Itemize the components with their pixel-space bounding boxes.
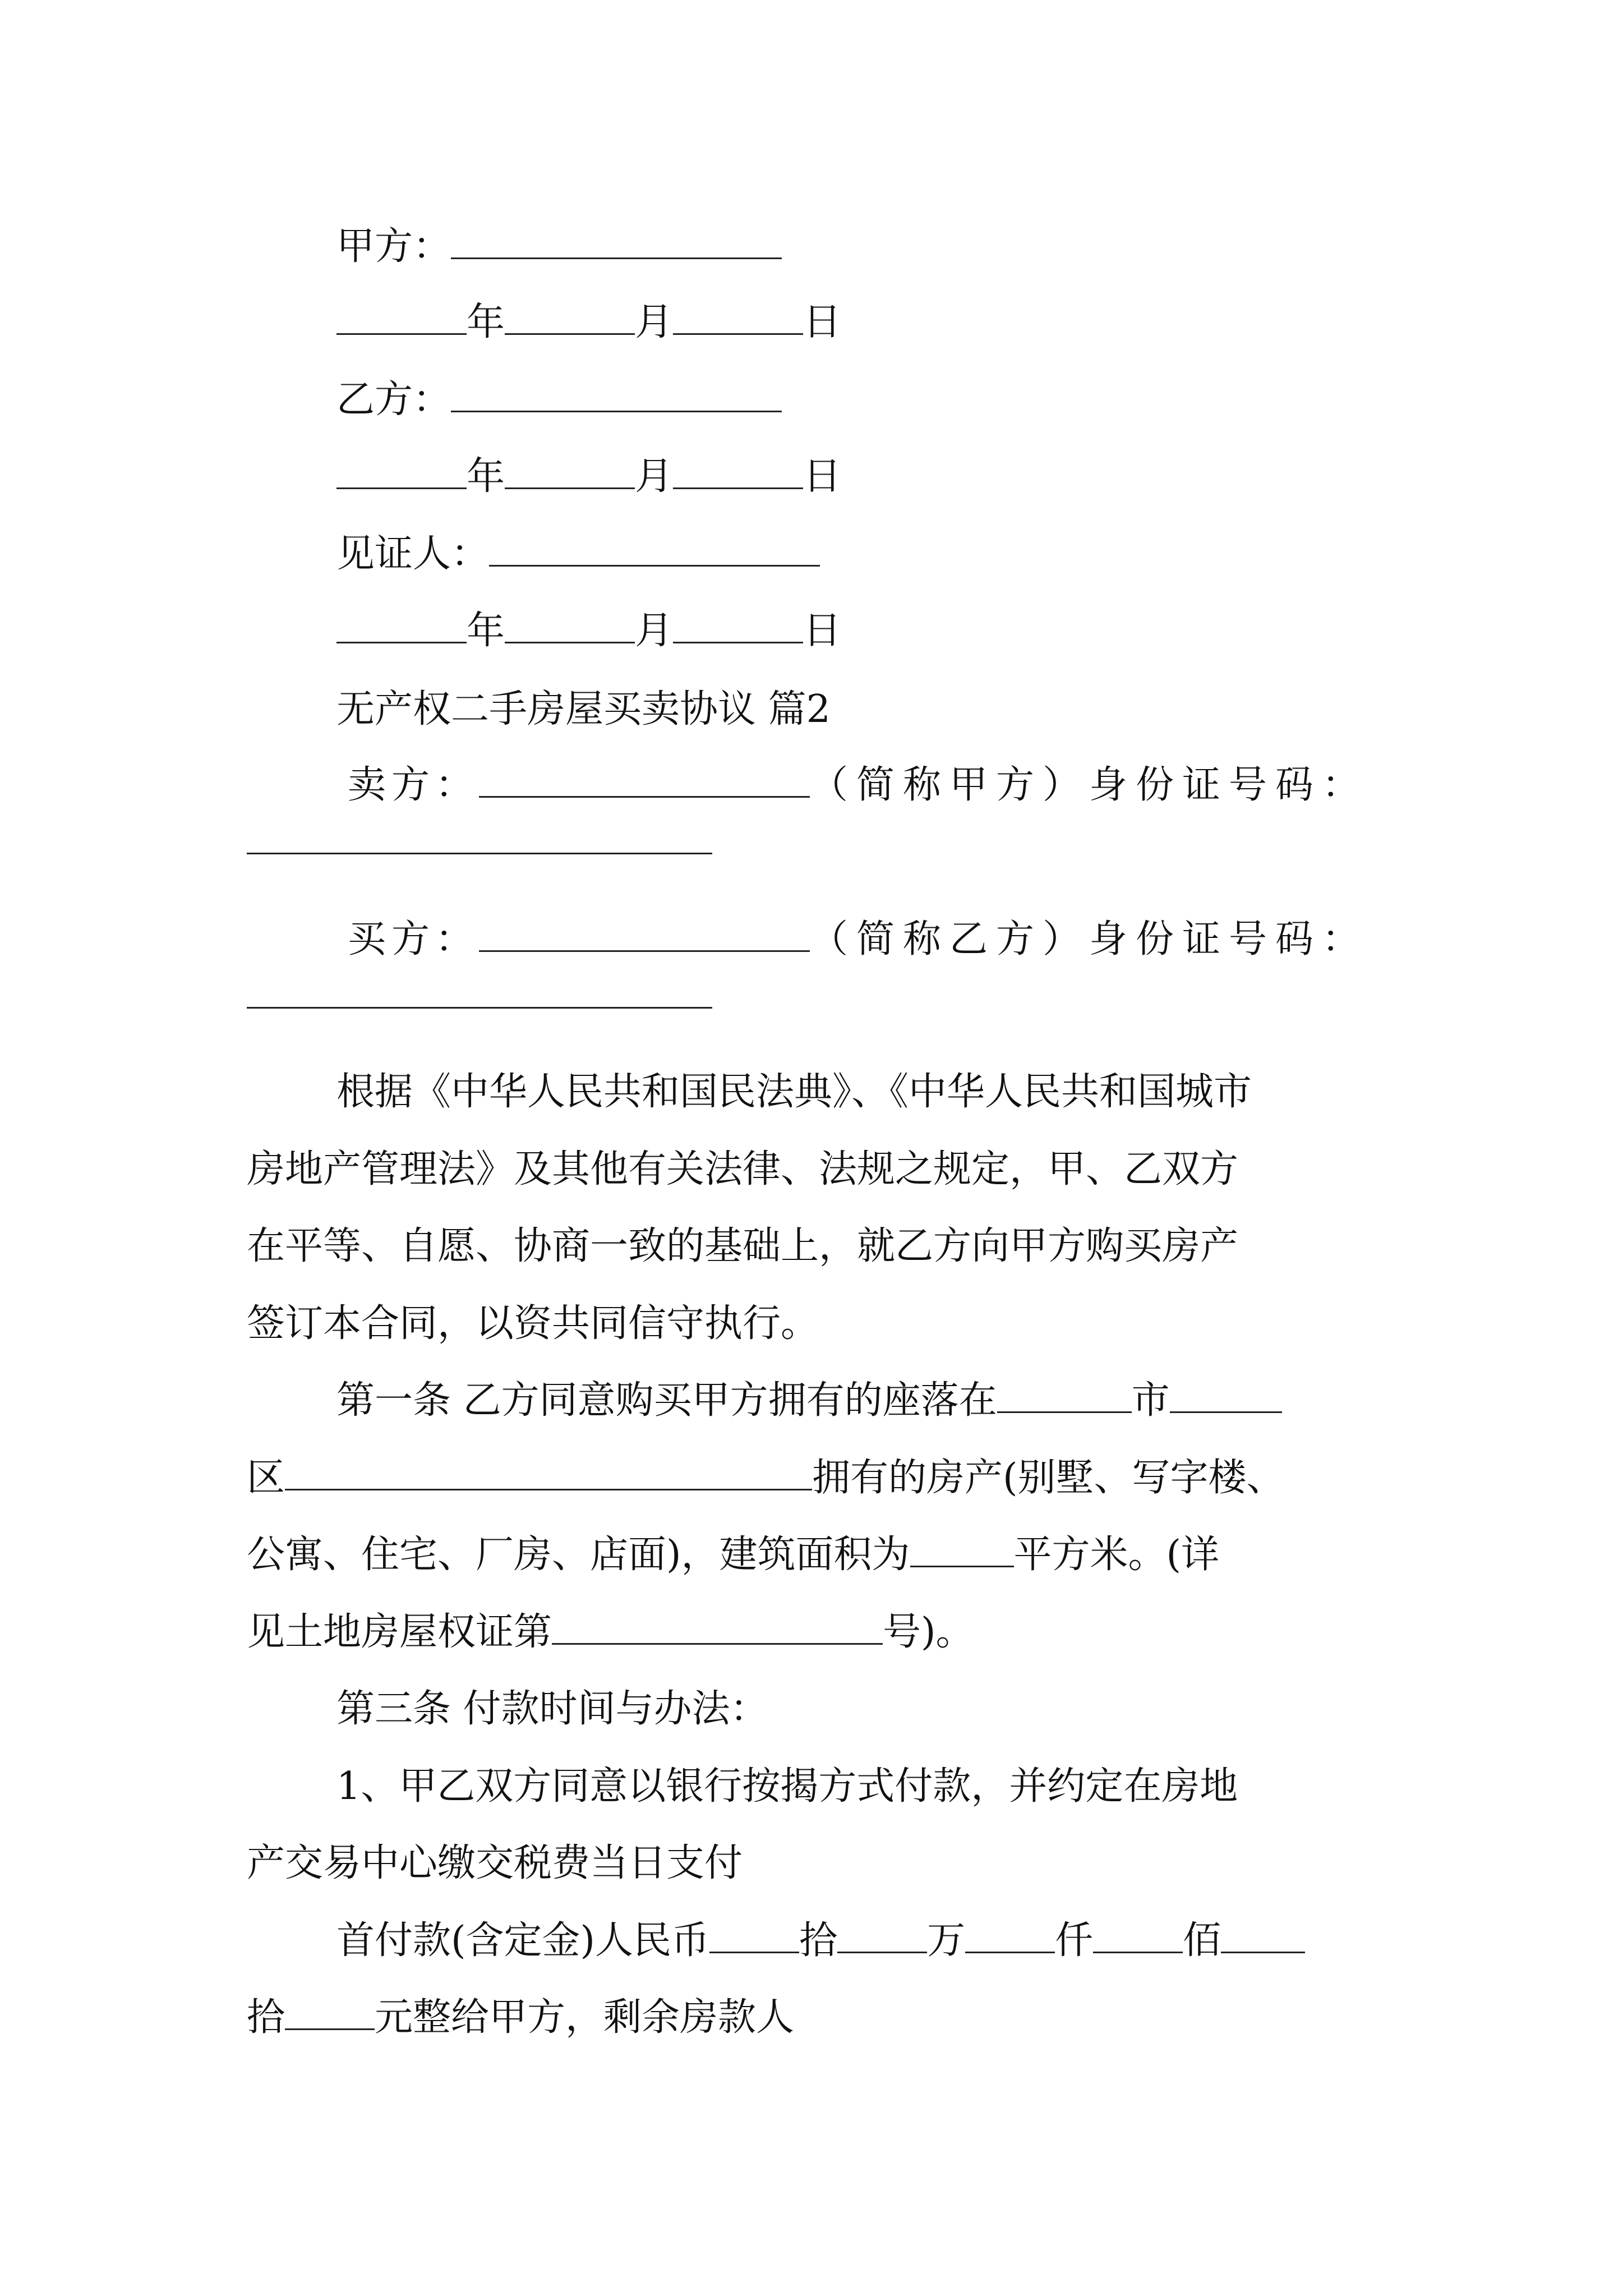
- seller-abbr-label: （简称甲方）身份证号码：: [810, 763, 1369, 807]
- witness-date-line: [336, 603, 841, 659]
- year-blank[interactable]: [336, 301, 467, 335]
- area-blank[interactable]: [910, 1533, 1014, 1567]
- buyer-name-blank[interactable]: [479, 918, 810, 952]
- party-b-label: 乙方：: [336, 378, 451, 422]
- property-type-text: 拥有的房产(别墅、写字楼、: [812, 1456, 1285, 1500]
- preamble-line-4: 签订本合同，以资共同信守执行。: [247, 1301, 819, 1346]
- party-b-signature-line: [336, 372, 782, 428]
- day-blank[interactable]: [673, 609, 803, 643]
- preamble-line-1: 根据《中华人民共和国民法典》、《中华人民共和国城市: [336, 1070, 1252, 1114]
- witness-label: 见证人：: [336, 532, 490, 576]
- year-blank[interactable]: [336, 609, 467, 643]
- witness-signature-line: [336, 526, 820, 582]
- year-label: 年: [467, 609, 505, 653]
- party-a-blank[interactable]: [451, 225, 782, 259]
- article3-item1-line-1: 1、甲乙双方同意以银行按揭方式付款，并约定在房地: [336, 1764, 1238, 1809]
- section-title: 无产权二手房屋买卖协议 篇2: [336, 687, 831, 731]
- certificate-text: 见土地房屋权证第: [247, 1610, 552, 1654]
- area-unit-text: 平方米。(详: [1013, 1533, 1220, 1577]
- unit-shi: 拾: [799, 1918, 838, 1963]
- down-payment-end-text: 元整给甲方，剩余房款人: [375, 1995, 795, 2040]
- amount-blank[interactable]: [965, 1919, 1055, 1953]
- preamble-line-3: 在平等、自愿、协商一致的基础上，就乙方向甲方购买房产: [247, 1224, 1239, 1268]
- day-label: 日: [803, 454, 842, 499]
- article1-line-4: [247, 1604, 974, 1660]
- seller-line: [348, 757, 1368, 813]
- year-blank[interactable]: [336, 455, 467, 489]
- day-label: 日: [803, 300, 842, 344]
- party-a-date-line: [336, 295, 841, 351]
- year-label: 年: [467, 454, 505, 499]
- amount-blank[interactable]: [709, 1919, 799, 1953]
- month-label: 月: [635, 300, 674, 344]
- amount-blank[interactable]: [1093, 1919, 1183, 1953]
- city-label: 市: [1131, 1378, 1170, 1423]
- buyer-id-blank[interactable]: [247, 1007, 712, 1009]
- article3-item1-line-2: 产交易中心缴交税费当日支付: [247, 1841, 743, 1885]
- unit-qian: 仟: [1055, 1918, 1094, 1963]
- article3-title: 第三条 付款时间与办法：: [336, 1687, 768, 1731]
- party-b-date-line: [336, 449, 841, 505]
- month-blank[interactable]: [505, 609, 635, 643]
- seller-label: 卖方：: [348, 763, 479, 807]
- certificate-end-text: 号)。: [883, 1610, 974, 1654]
- month-blank[interactable]: [505, 301, 635, 335]
- unit-bai: 佰: [1183, 1918, 1221, 1963]
- month-label: 月: [635, 454, 674, 499]
- down-payment-line-2: [247, 1990, 794, 2046]
- day-label: 日: [803, 609, 842, 653]
- unit-shi: 拾: [247, 1995, 285, 2040]
- day-blank[interactable]: [673, 301, 803, 335]
- day-blank[interactable]: [673, 455, 803, 489]
- buyer-line: [348, 912, 1368, 968]
- area-text: 公寓、住宅、厂房、店面)，建筑面积为: [247, 1533, 910, 1577]
- certificate-number-blank[interactable]: [552, 1611, 883, 1645]
- seller-name-blank[interactable]: [479, 763, 810, 798]
- amount-blank[interactable]: [1221, 1919, 1305, 1953]
- city-blank[interactable]: [997, 1379, 1132, 1413]
- article1-line-2: [247, 1450, 1285, 1506]
- article1-text: 第一条 乙方同意购买甲方拥有的座落在: [336, 1378, 997, 1423]
- down-payment-text: 首付款(含定金)人民币: [336, 1918, 710, 1963]
- month-label: 月: [635, 609, 674, 653]
- seller-id-blank[interactable]: [247, 853, 712, 854]
- article1-line-3: [247, 1527, 1219, 1583]
- party-a-label: 甲方：: [336, 224, 451, 269]
- district-label: 区: [247, 1456, 285, 1500]
- party-b-blank[interactable]: [451, 378, 782, 412]
- district-blank-start[interactable]: [1170, 1379, 1282, 1413]
- address-blank[interactable]: [285, 1456, 812, 1490]
- party-a-signature-line: [336, 219, 782, 275]
- buyer-label: 买方：: [348, 917, 479, 961]
- amount-blank[interactable]: [837, 1919, 927, 1953]
- preamble-line-2: 房地产管理法》及其他有关法律、法规之规定，甲、乙双方: [247, 1147, 1239, 1191]
- article1-line-1: [336, 1373, 1282, 1429]
- year-label: 年: [467, 300, 505, 344]
- witness-blank[interactable]: [489, 532, 820, 567]
- down-payment-line-1: [336, 1913, 1305, 1969]
- month-blank[interactable]: [505, 455, 635, 489]
- buyer-abbr-label: （简称乙方）身份证号码：: [810, 917, 1369, 961]
- unit-wan: 万: [927, 1918, 966, 1963]
- amount-blank[interactable]: [285, 1996, 375, 2030]
